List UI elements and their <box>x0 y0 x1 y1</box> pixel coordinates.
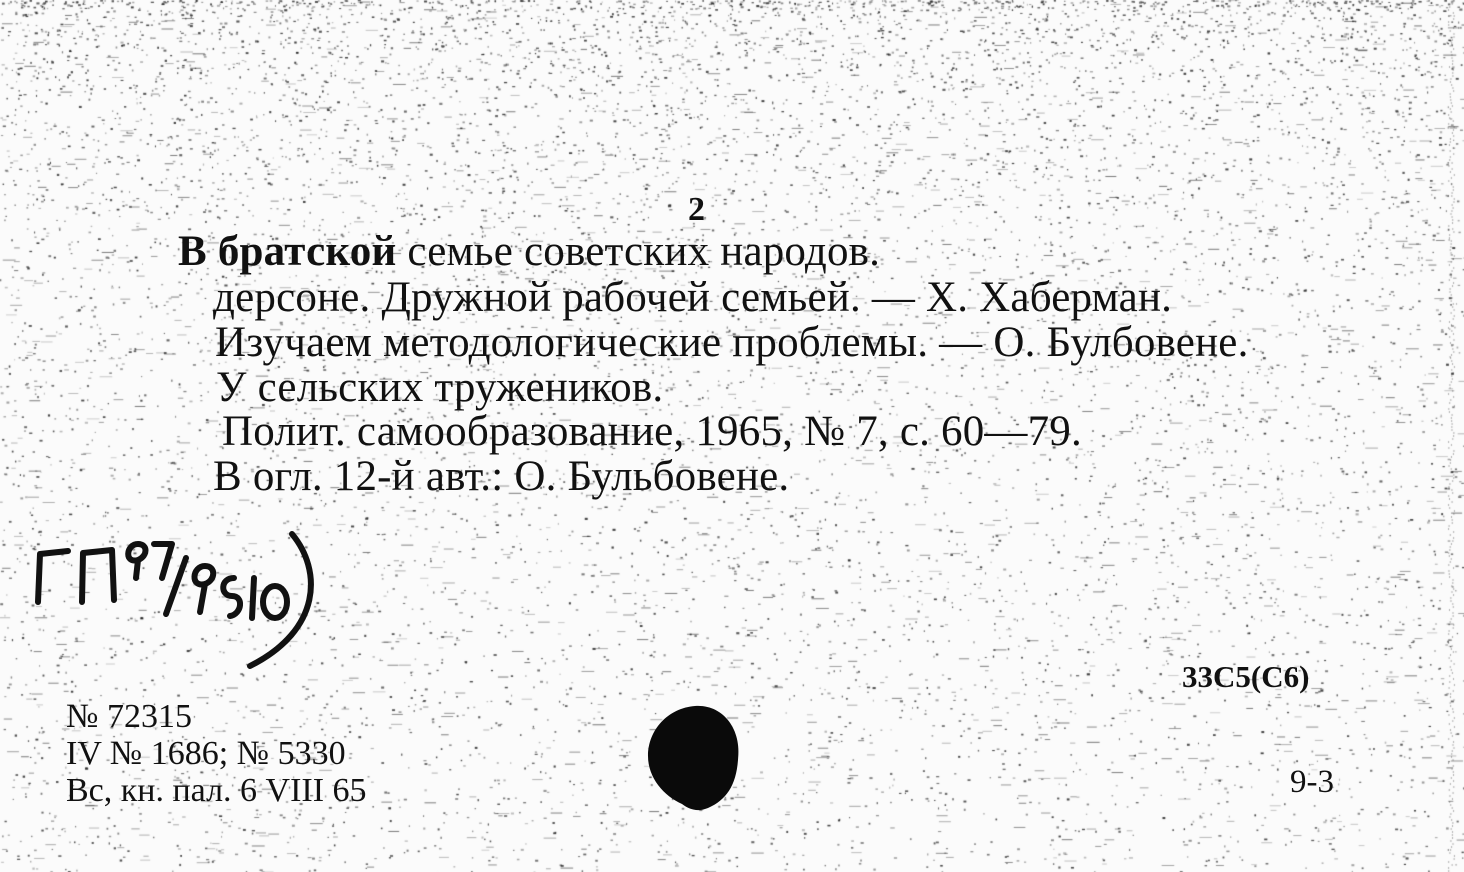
handwriting-stroke <box>38 551 68 602</box>
handwriting-stroke <box>263 586 287 618</box>
page-number: 2 <box>688 191 705 228</box>
source-citation: Полит. самообразование, 1965, № 7, с. 60—79. <box>222 408 1082 455</box>
handwriting-stroke <box>194 566 213 612</box>
series-number: 9-3 <box>1290 764 1334 800</box>
handwriting-stroke <box>252 578 254 618</box>
handwriting-stroke <box>82 550 114 602</box>
classification-code: 33С5(С6) <box>1182 659 1310 694</box>
contents-line: дерсоне. Дружной рабочей семьей. — Х. Хаберман. <box>213 274 1173 321</box>
handwriting-stroke <box>250 534 311 666</box>
handwriting-stroke <box>223 578 240 616</box>
contents-line: Изучаем методологические проблемы. — О. Булбовене. <box>215 319 1249 366</box>
registration-line: IV № 1686; № 5330 <box>66 735 346 772</box>
punch-hole <box>640 700 750 820</box>
handwriting-stroke <box>166 558 186 614</box>
inventory-number: № 72315 <box>66 698 192 735</box>
author-note: В огл. 12-й авт.: О. Бульбовене. <box>213 453 790 500</box>
handwriting-stroke <box>154 544 172 578</box>
title-rest: семье советских народов. <box>396 228 881 275</box>
entry-title <box>178 230 880 273</box>
date-stamp: Вс, кн. пал. 6 VIII 65 <box>66 772 367 809</box>
contents-line: У сельских тружеников. <box>216 364 664 411</box>
handwriting-stroke <box>128 544 145 578</box>
title-lead: В братской <box>178 228 397 275</box>
handwritten-shelfmark <box>20 520 320 680</box>
